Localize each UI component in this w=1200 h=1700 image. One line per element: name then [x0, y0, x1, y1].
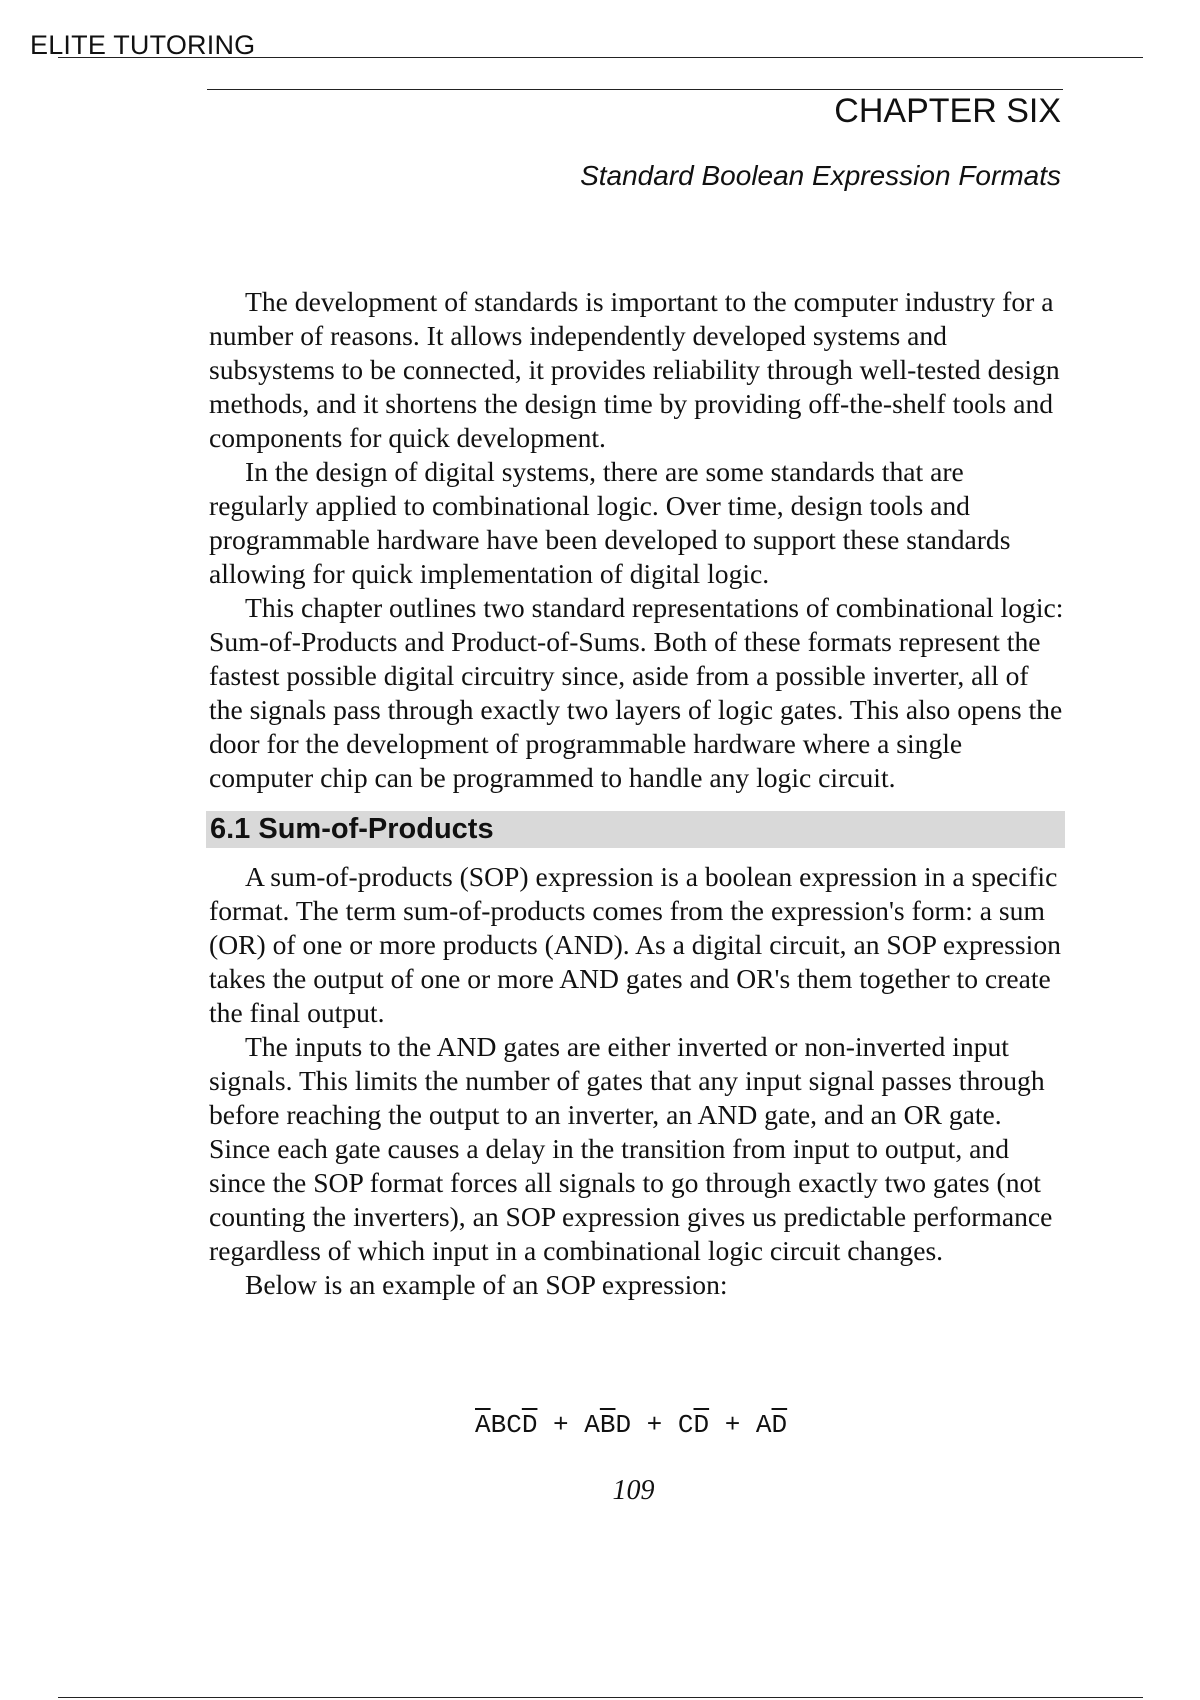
inverted-literal: $\overline{D}$	[771, 1410, 788, 1440]
header-rule	[58, 57, 1143, 58]
literal: C	[677, 1410, 694, 1440]
literal: A	[584, 1410, 600, 1440]
header-brand: ELITE TUTORING	[30, 30, 256, 60]
intro-paragraph: The development of standards is important to the computer industry for a number of reasons. It allows independently developed systems and subsystems to be connected, it provides reliability through well-tested design methods, and it shortens the design time by providing off-the-shelf tools and components for quick development.	[209, 286, 1060, 453]
or-operator: +	[537, 1410, 585, 1440]
inverted-literal: $\overline{A}$	[475, 1410, 491, 1440]
section-paragraph: The inputs to the AND gates are either inverted or non-inverted input signals. This limits the number of gates that any input signal passes through before reaching the output to an inverter, an AND gate, and an OR gate. Since each gate causes a delay in the transition from input to output, and since the SOP format forces all signals to go through exactly two gates (not counting the inverters), an SOP expression gives us predictable performance regardless of which input in a combinational logic circuit changes.	[209, 1031, 1053, 1266]
literal: D	[615, 1410, 632, 1440]
inverted-literal: $\overline{D}$	[693, 1410, 710, 1440]
literal: C	[506, 1410, 522, 1440]
section-paragraph: A sum-of-products (SOP) expression is a boolean expression in a specific format. The term sum-of-products comes from the expression's form: a sum (OR) of one or more products (AND). As a digital circuit, an SOP expression takes the output of one or more AND gates and OR's them together to create the final output.	[209, 861, 1061, 1028]
chapter-title: CHAPTER SIX	[834, 92, 1061, 130]
inverted-literal: $\overline{B}$	[599, 1410, 616, 1440]
or-operator: +	[709, 1410, 756, 1440]
product-term	[756, 1410, 787, 1440]
literal: B	[490, 1410, 507, 1440]
sop-expression	[475, 1410, 787, 1440]
page-number: 109	[612, 1475, 655, 1506]
footer-rule	[58, 1697, 1143, 1698]
intro-paragraph: In the design of digital systems, there are some standards that are regularly applied to combinational logic. Over time, design tools and programmable hardware have been developed to support these standards allowing for quick implementation of digital logic.	[209, 456, 1011, 589]
product-term	[584, 1410, 631, 1440]
page-body	[209, 285, 1065, 1302]
or-operator: +	[631, 1410, 678, 1440]
literal: A	[755, 1410, 772, 1440]
inverted-literal: $\overline{D}$	[521, 1410, 538, 1440]
chapter-subtitle: Standard Boolean Expression Formats	[580, 160, 1061, 191]
section-heading: 6.1 Sum-of-Products	[206, 811, 1065, 848]
section-paragraph: Below is an example of an SOP expression:	[245, 1269, 728, 1300]
intro-paragraph: This chapter outlines two standard representations of combinational logic: Sum-of-Products and Product-of-Sums. Both of these formats represent the fastest possible digital circuitry since, aside from a possible inverter, all of the signals pass through exactly two layers of logic gates. This also opens the door for the development of programmable hardware where a single computer chip can be programmed to handle any logic circuit.	[209, 592, 1064, 793]
chapter-rule	[207, 89, 1063, 90]
product-term	[475, 1410, 537, 1440]
product-term	[678, 1410, 709, 1440]
